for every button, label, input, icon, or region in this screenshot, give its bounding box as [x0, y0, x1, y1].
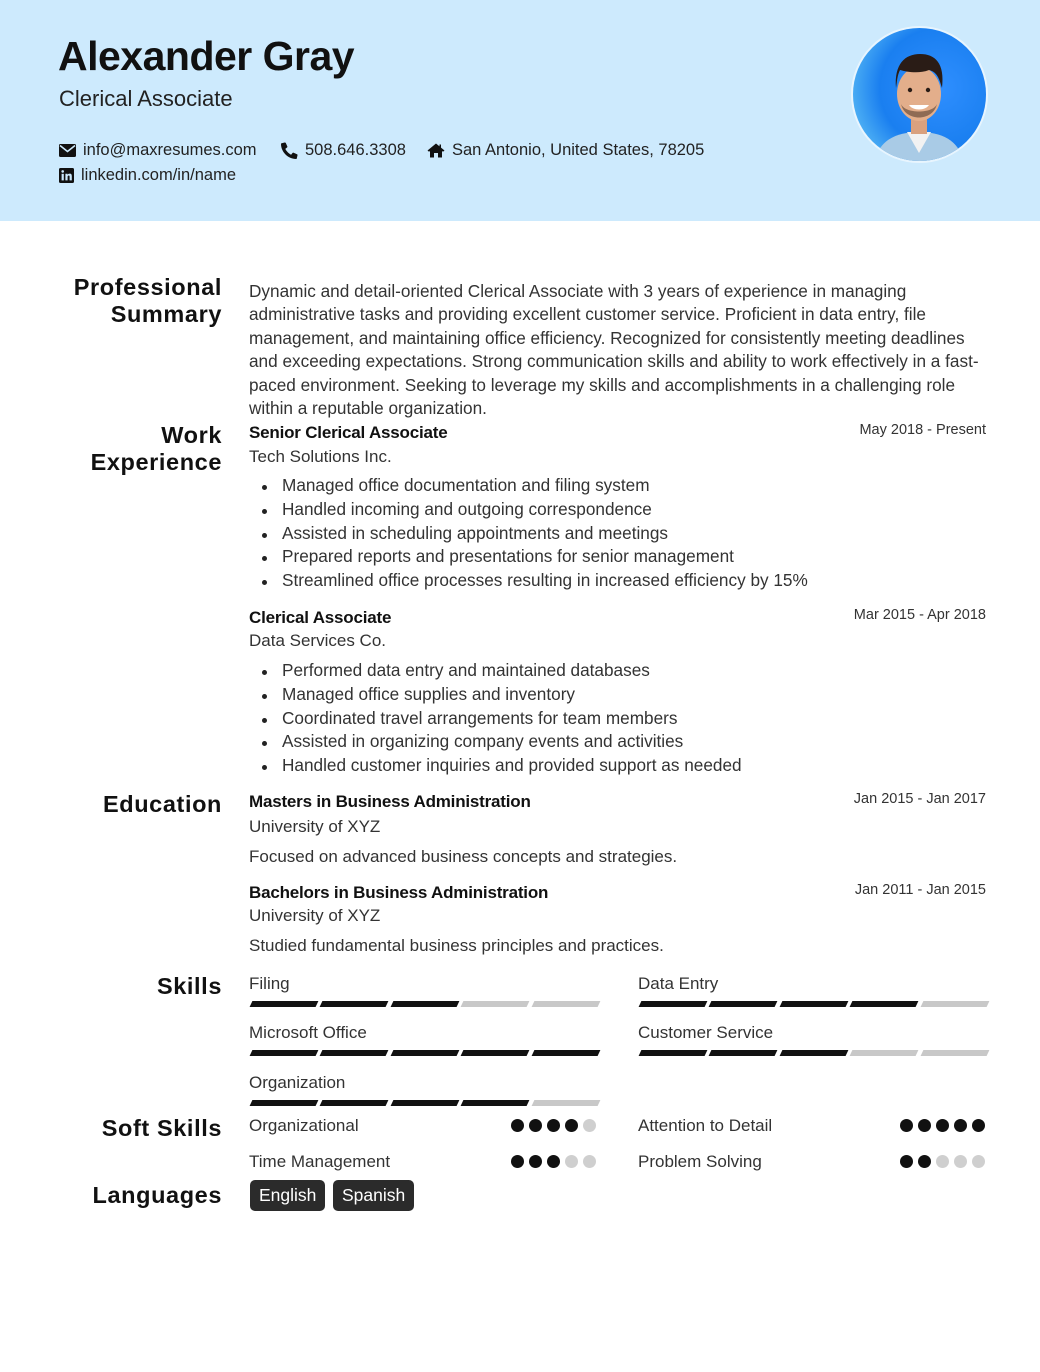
home-icon: [427, 143, 445, 158]
rating-segment: [920, 1001, 989, 1007]
rating-dot: [547, 1119, 560, 1132]
rating-segment: [320, 1001, 389, 1007]
rating-dot: [972, 1119, 985, 1132]
summary-title-line-1: Professional: [73, 274, 222, 300]
list-item: Assisted in scheduling appointments and meetings: [259, 522, 959, 546]
summary-title-line-2: Summary: [110, 301, 222, 327]
rating-dot: [565, 1155, 578, 1168]
rating-dot: [936, 1119, 949, 1132]
location-text: San Antonio, United States, 78205: [452, 141, 705, 159]
rating-segment: [709, 1001, 778, 1007]
rating-segment: [850, 1001, 919, 1007]
skill-name: Organization: [249, 1073, 346, 1092]
rating-segment: [461, 1100, 530, 1106]
rating-segment: [639, 1001, 708, 1007]
soft-skill-name: Time Management: [249, 1152, 391, 1171]
candidate-name: Alexander Gray: [58, 33, 355, 79]
language-tag: English: [250, 1180, 325, 1211]
rating-dot: [972, 1155, 985, 1168]
rating-dot: [900, 1119, 913, 1132]
skill-name: Microsoft Office: [249, 1023, 367, 1042]
education-description: Focused on advanced business concepts and strategies.: [249, 847, 678, 866]
linkedin-text: linkedin.com/in/name: [81, 166, 236, 184]
soft-skills-section-title: Soft Skills: [101, 1115, 222, 1141]
rating-segment: [531, 1050, 600, 1056]
rating-dot: [918, 1119, 931, 1132]
work-title-line-2: Experience: [90, 449, 222, 475]
rating-segment: [850, 1050, 919, 1056]
rating-dot: [511, 1155, 524, 1168]
soft-skill-name: Attention to Detail: [638, 1116, 773, 1135]
rating-segment: [709, 1050, 778, 1056]
rating-dot: [547, 1155, 560, 1168]
rating-dot: [583, 1155, 596, 1168]
rating-segment: [779, 1050, 848, 1056]
school-name: University of XYZ: [249, 817, 381, 836]
rating-segment: [531, 1001, 600, 1007]
list-item: Performed data entry and maintained databases: [259, 659, 959, 683]
contact-phone[interactable]: [281, 139, 406, 161]
rating-segment: [461, 1001, 530, 1007]
profile-photo: [851, 26, 988, 163]
linkedin-icon: [59, 168, 74, 183]
rating-dot: [529, 1119, 542, 1132]
rating-segment: [320, 1050, 389, 1056]
soft-skill-rating-dots: [511, 1119, 596, 1132]
rating-segment: [390, 1001, 459, 1007]
rating-dot: [529, 1155, 542, 1168]
education-section-title: Education: [103, 791, 222, 817]
language-tag: Spanish: [333, 1180, 414, 1211]
list-item: Assisted in organizing company events and activities: [259, 730, 959, 754]
rating-segment: [639, 1050, 708, 1056]
rating-dot: [954, 1119, 967, 1132]
rating-segment: [390, 1100, 459, 1106]
envelope-icon: [59, 144, 76, 157]
degree-title: Bachelors in Business Administration: [249, 883, 549, 902]
skills-section-title: Skills: [156, 973, 222, 999]
education-dates: Jan 2011 - Jan 2015: [854, 882, 986, 898]
contact-location: [427, 139, 704, 161]
skill-name: Filing: [249, 974, 290, 993]
phone-text: 508.646.3308: [305, 141, 406, 159]
job-bullets: [259, 659, 959, 778]
job-bullets: [259, 474, 959, 593]
rating-dot: [918, 1155, 931, 1168]
rating-segment: [250, 1100, 319, 1106]
skill-rating-bar: [640, 1049, 988, 1056]
skill-rating-bar: [640, 1000, 988, 1007]
rating-segment: [531, 1100, 600, 1106]
list-item: Handled incoming and outgoing correspondence: [259, 498, 959, 522]
resume-header: [0, 0, 1040, 221]
job-title: Senior Clerical Associate: [249, 423, 448, 442]
rating-segment: [461, 1050, 530, 1056]
rating-segment: [320, 1100, 389, 1106]
job-dates: Mar 2015 - Apr 2018: [853, 607, 986, 623]
languages-section-title: Languages: [92, 1182, 222, 1208]
company-name: Tech Solutions Inc.: [249, 447, 392, 466]
skill-rating-bar: [251, 1049, 599, 1056]
work-title-line-1: Work: [161, 422, 222, 448]
summary-section-title: [74, 274, 222, 328]
list-item: Prepared reports and presentations for senior management: [259, 545, 959, 569]
school-name: University of XYZ: [249, 906, 381, 925]
rating-segment: [250, 1050, 319, 1056]
skill-rating-bar: [251, 1000, 599, 1007]
soft-skill-name: Problem Solving: [638, 1152, 762, 1171]
contact-linkedin[interactable]: [59, 164, 236, 186]
job-dates: May 2018 - Present: [859, 422, 986, 438]
education-description: Studied fundamental business principles and practices.: [249, 936, 664, 955]
list-item: Managed office supplies and inventory: [259, 683, 959, 707]
rating-dot: [954, 1155, 967, 1168]
candidate-role: Clerical Associate: [59, 86, 233, 111]
company-name: Data Services Co.: [249, 631, 386, 650]
skill-name: Data Entry: [638, 974, 719, 993]
rating-segment: [250, 1001, 319, 1007]
skill-name: Customer Service: [638, 1023, 774, 1042]
education-dates: Jan 2015 - Jan 2017: [853, 791, 986, 807]
soft-skill-name: Organizational: [249, 1116, 359, 1135]
rating-dot: [583, 1119, 596, 1132]
rating-segment: [920, 1050, 989, 1056]
soft-skill-rating-dots: [900, 1119, 985, 1132]
rating-dot: [936, 1155, 949, 1168]
list-item: Managed office documentation and filing system: [259, 474, 959, 498]
rating-dot: [565, 1119, 578, 1132]
list-item: Handled customer inquiries and provided support as needed: [259, 754, 959, 778]
rating-segment: [390, 1050, 459, 1056]
list-item: Streamlined office processes resulting in increased efficiency by 15%: [259, 569, 959, 593]
work-section-title: [91, 422, 222, 476]
job-title: Clerical Associate: [249, 608, 392, 627]
rating-segment: [779, 1001, 848, 1007]
degree-title: Masters in Business Administration: [249, 792, 531, 811]
email-text: info@maxresumes.com: [83, 141, 257, 159]
rating-dot: [511, 1119, 524, 1132]
rating-dot: [900, 1155, 913, 1168]
summary-text: Dynamic and detail-oriented Clerical Associate with 3 years of experience in managing administrative tasks and providing excellent customer service. Proficient in data entry, file management, and maintaining office efficiency. Recognized for consistently meeting deadlines and exceeding expectations. Strong communication skills and ability to work effectively in a fast-paced environment. Seeking to leverage my skills and accomplishments in a challenging role within a reputable organization.: [249, 281, 979, 419]
contact-email[interactable]: [59, 139, 257, 161]
soft-skill-rating-dots: [511, 1155, 596, 1168]
skill-rating-bar: [251, 1099, 599, 1106]
list-item: Coordinated travel arrangements for team members: [259, 707, 959, 731]
soft-skill-rating-dots: [900, 1155, 985, 1168]
phone-icon: [281, 142, 298, 159]
